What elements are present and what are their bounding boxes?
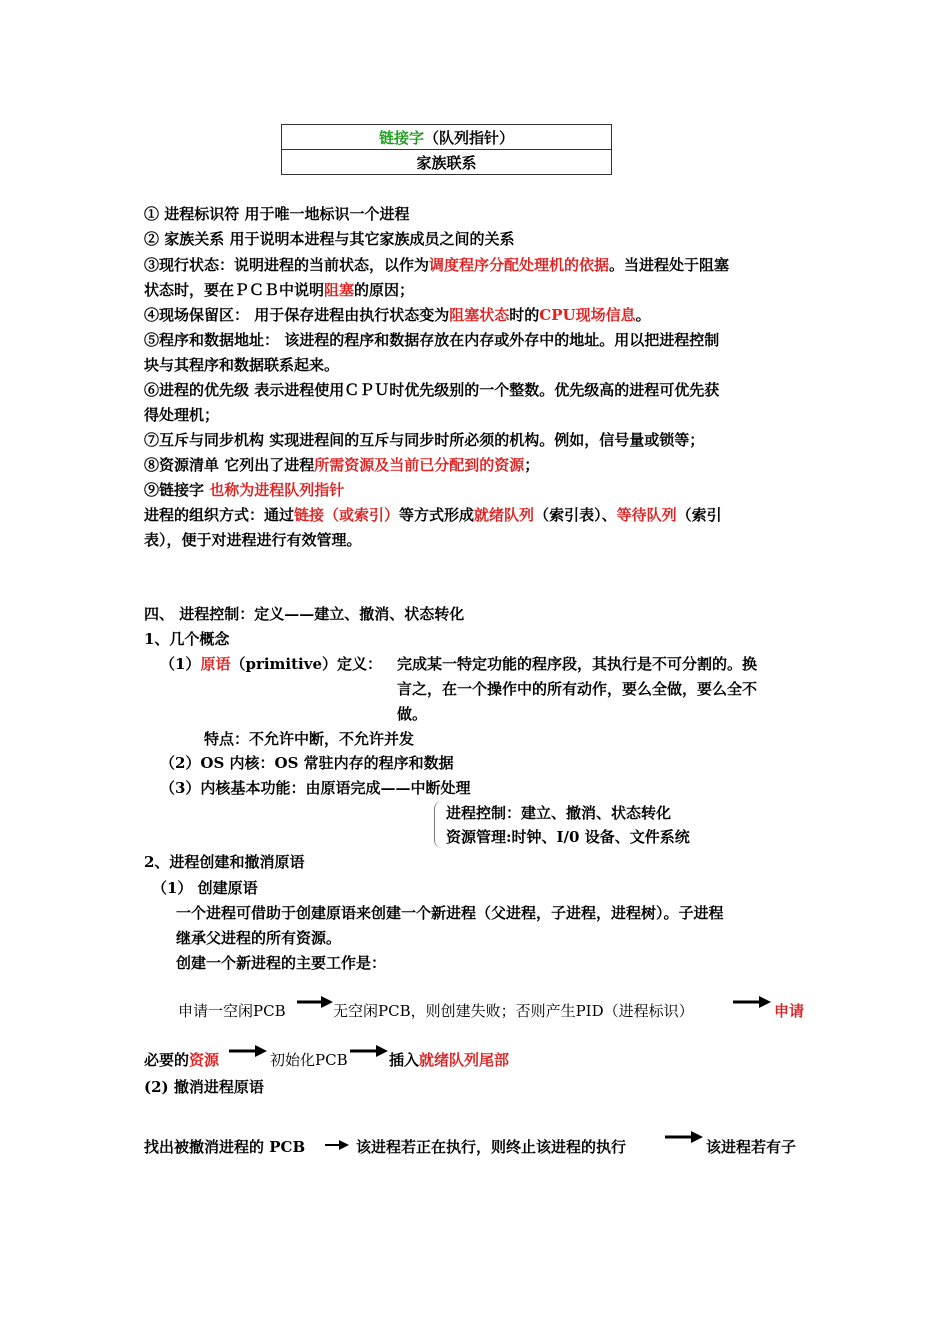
item-5-line2: 块与其程序和数据联系起来。 — [144, 356, 340, 374]
item-4: ④现场保留区： 用于保存进程由执行状态变为阻塞状态时的CPU现场信息。 — [144, 306, 651, 324]
create-primitive-heading: （1） 创建原语 — [152, 879, 258, 897]
primitive-def-line3: 做。 — [397, 705, 428, 723]
pcb-row-family: 家族联系 — [282, 150, 612, 175]
item-1: ① 进程标识符 用于唯一地标识一个进程 — [144, 205, 410, 223]
item-9: ⑨链接字 也称为进程队列指针 — [144, 481, 345, 499]
concepts-heading: 1、几个概念 — [144, 630, 230, 648]
primitive-def-line1: 完成某一特定功能的程序段，其执行是不可分割的。换 — [397, 655, 758, 673]
kernel-functions: （3）内核基本功能：由原语完成——中断处理 — [160, 779, 471, 797]
create-text-line3: 创建一个新进程的主要工作是： — [176, 954, 387, 972]
flow2-necessary: 必要的资源 — [144, 1051, 220, 1069]
kernel-function-process-control: 进程控制：建立、撤消、状态转化 — [446, 804, 672, 822]
item-3-line2: 状态时，要在ＰＣＢ中说明阻塞的原因； — [144, 281, 415, 299]
organization-line1: 进程的组织方式：通过链接（或索引）等方式形成就绪队列（索引表）、等待队列（索引 — [144, 506, 722, 524]
section4-title: 四、 进程控制：定义——建立、撤消、状态转化 — [144, 605, 465, 623]
item-3-line1: ③现行状态：说明进程的当前状态，以作为调度程序分配处理机的依据。当进程处于阻塞 — [144, 256, 730, 274]
item-8: ⑧资源清单 它列出了进程所需资源及当前已分配到的资源； — [144, 456, 540, 474]
primitive-feature: 特点：不允许中断，不允许并发 — [204, 730, 415, 748]
item-6-line2: 得处理机； — [144, 406, 220, 424]
flow3-children: 该进程若有子 — [706, 1138, 797, 1156]
flow1-step1: 申请一空闲PCB — [178, 1002, 286, 1020]
item-2: ② 家族关系 用于说明本进程与其它家族成员之间的关系 — [144, 230, 515, 248]
pcb-table — [281, 124, 612, 175]
arrow-right-icon — [350, 1044, 388, 1058]
create-destroy-heading: 2、进程创建和撤消原语 — [144, 853, 305, 871]
arrow-right-icon — [229, 1044, 267, 1058]
create-text-line1: 一个进程可借助于创建原语来创建一个新进程（父进程，子进程，进程树）。子进程 — [176, 904, 724, 922]
destroy-primitive-heading: (2) 撤消进程原语 — [144, 1078, 264, 1096]
arrow-right-icon — [297, 995, 333, 1009]
flow1-apply: 申请 — [774, 1002, 805, 1020]
os-kernel: （2）OS 内核：OS 常驻内存的程序和数据 — [160, 754, 454, 772]
arrow-right-icon — [665, 1130, 703, 1144]
flow3-find-pcb: 找出被撤消进程的 PCB — [144, 1138, 306, 1156]
flow3-terminate: 该进程若正在执行，则终止该进程的执行 — [356, 1138, 627, 1156]
organization-line2: 表），便于对进程进行有效管理。 — [144, 531, 362, 549]
create-text-line2: 继承父进程的所有资源。 — [176, 929, 342, 947]
pcb-row-link: 链接字（队列指针） — [282, 125, 612, 150]
primitive-def-line2: 言之，在一个操作中的所有动作，要么全做，要么全不 — [397, 680, 758, 698]
brace-bracket — [434, 801, 445, 848]
flow1-step2: 无空闲PCB，则创建失败；否则产生PID（进程标识） — [333, 1002, 694, 1020]
primitive-def-label: （1）原语（primitive）定义： — [160, 655, 382, 673]
item-6-line1: ⑥进程的优先级 表示进程使用ＣＰＵ时优先级别的一个整数。优先级高的进程可优先获 — [144, 381, 720, 399]
arrow-right-icon — [325, 1138, 349, 1152]
kernel-function-resource-mgmt: 资源管理:时钟、I/0 设备、文件系统 — [446, 828, 690, 846]
arrow-right-icon — [733, 995, 771, 1009]
flow2-init-pcb: 初始化PCB — [270, 1051, 348, 1069]
item-7: ⑦互斥与同步机构 实现进程间的互斥与同步时所必须的机构。例如，信号量或锁等； — [144, 431, 705, 449]
item-5-line1: ⑤程序和数据地址： 该进程的程序和数据存放在内存或外存中的地址。用以把进程控制 — [144, 331, 720, 349]
flow2-insert: 插入就绪队列尾部 — [389, 1051, 510, 1069]
